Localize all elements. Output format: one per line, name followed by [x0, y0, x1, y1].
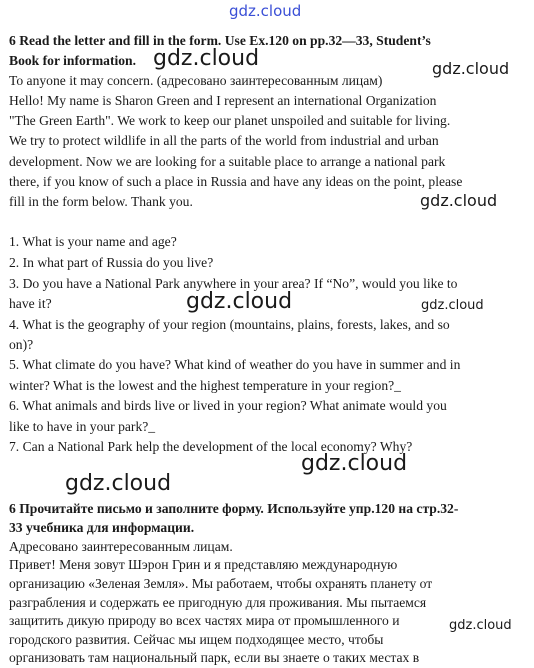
russian-letter-line: организовать там национальный парк, если вы знаете о таких местах в — [9, 650, 420, 665]
russian-letter-line: защитить дикую природу во всех частях мира от промышленного и — [9, 613, 400, 628]
russian-letter-line: разграбления и содержать ее пригодную для проживания. Мы пытаемся — [9, 595, 427, 610]
watermark: gdz.cloud — [420, 191, 498, 210]
question-line: 4. What is the geography of your region (mountains, plains, forests, lakes, and so — [9, 317, 450, 332]
watermark: gdz.cloud — [153, 46, 260, 71]
question-line: 1. What is your name and age? — [9, 234, 177, 249]
watermark: gdz.cloud — [432, 59, 510, 78]
question-line: 6. What animals and birds live or lived in your region? What animate would you — [9, 398, 447, 413]
letter-line: fill in the form below. Thank you. — [9, 194, 193, 209]
letter-line: Hello! My name is Sharon Green and I represent an international Organization — [9, 93, 437, 108]
question-line: 7. Can a National Park help the development of the local economy? Why? — [9, 439, 413, 454]
watermark-top: gdz.cloud — [229, 2, 302, 20]
russian-letter-line: городского развития. Сейчас мы ищем подходящее место, чтобы — [9, 632, 384, 647]
watermark: gdz.cloud — [301, 451, 408, 476]
letter-line: "The Green Earth". We work to keep our planet unspoiled and suitable for living. — [9, 113, 451, 128]
russian-letter-line: Привет! Меня зовут Шэрон Грин и я представляю международную — [9, 557, 398, 572]
question-line: on)? — [9, 337, 34, 352]
question-line: have it? — [9, 296, 52, 311]
russian-heading-line-2: 33 учебника для информации. — [9, 520, 195, 535]
letter-line: We try to protect wildlife in all the parts of the world from industrial and urban — [9, 133, 439, 148]
watermark: gdz.cloud — [421, 298, 484, 313]
letter-line: To anyone it may concern. (адресовано заинтересованным лицам) — [9, 73, 383, 88]
letter-line: development. Now we are looking for a suitable place to arrange a national park — [9, 154, 446, 169]
russian-heading-line-1: 6 Прочитайте письмо и заполните форму. Используйте упр.120 на стр.32- — [9, 501, 459, 516]
question-line: winter? What is the lowest and the highest temperature in your region?_ — [9, 378, 401, 393]
watermark: gdz.cloud — [186, 289, 293, 314]
question-line: 2. In what part of Russia do you live? — [9, 255, 214, 270]
russian-letter-line: организацию «Зеленая Земля». Мы работаем, чтобы охранять планету от — [9, 576, 433, 591]
english-heading-line-1: 6 Read the letter and fill in the form. Use Ex.120 on pp.32—33, Student’s — [9, 33, 431, 48]
question-line: 3. Do you have a National Park anywhere in your area? If “No”, would you like to — [9, 276, 458, 291]
russian-letter-line: Адресовано заинтересованным лицам. — [9, 539, 233, 554]
watermark: gdz.cloud — [449, 618, 512, 633]
letter-line: there, if you know of such a place in Russia and have any ideas on the point, please — [9, 174, 463, 189]
question-line: like to have in your park?_ — [9, 419, 156, 434]
question-line: 5. What climate do you have? What kind of weather do you have in summer and in — [9, 357, 461, 372]
english-heading-line-2: Book for information. — [9, 53, 137, 68]
watermark: gdz.cloud — [65, 471, 172, 496]
